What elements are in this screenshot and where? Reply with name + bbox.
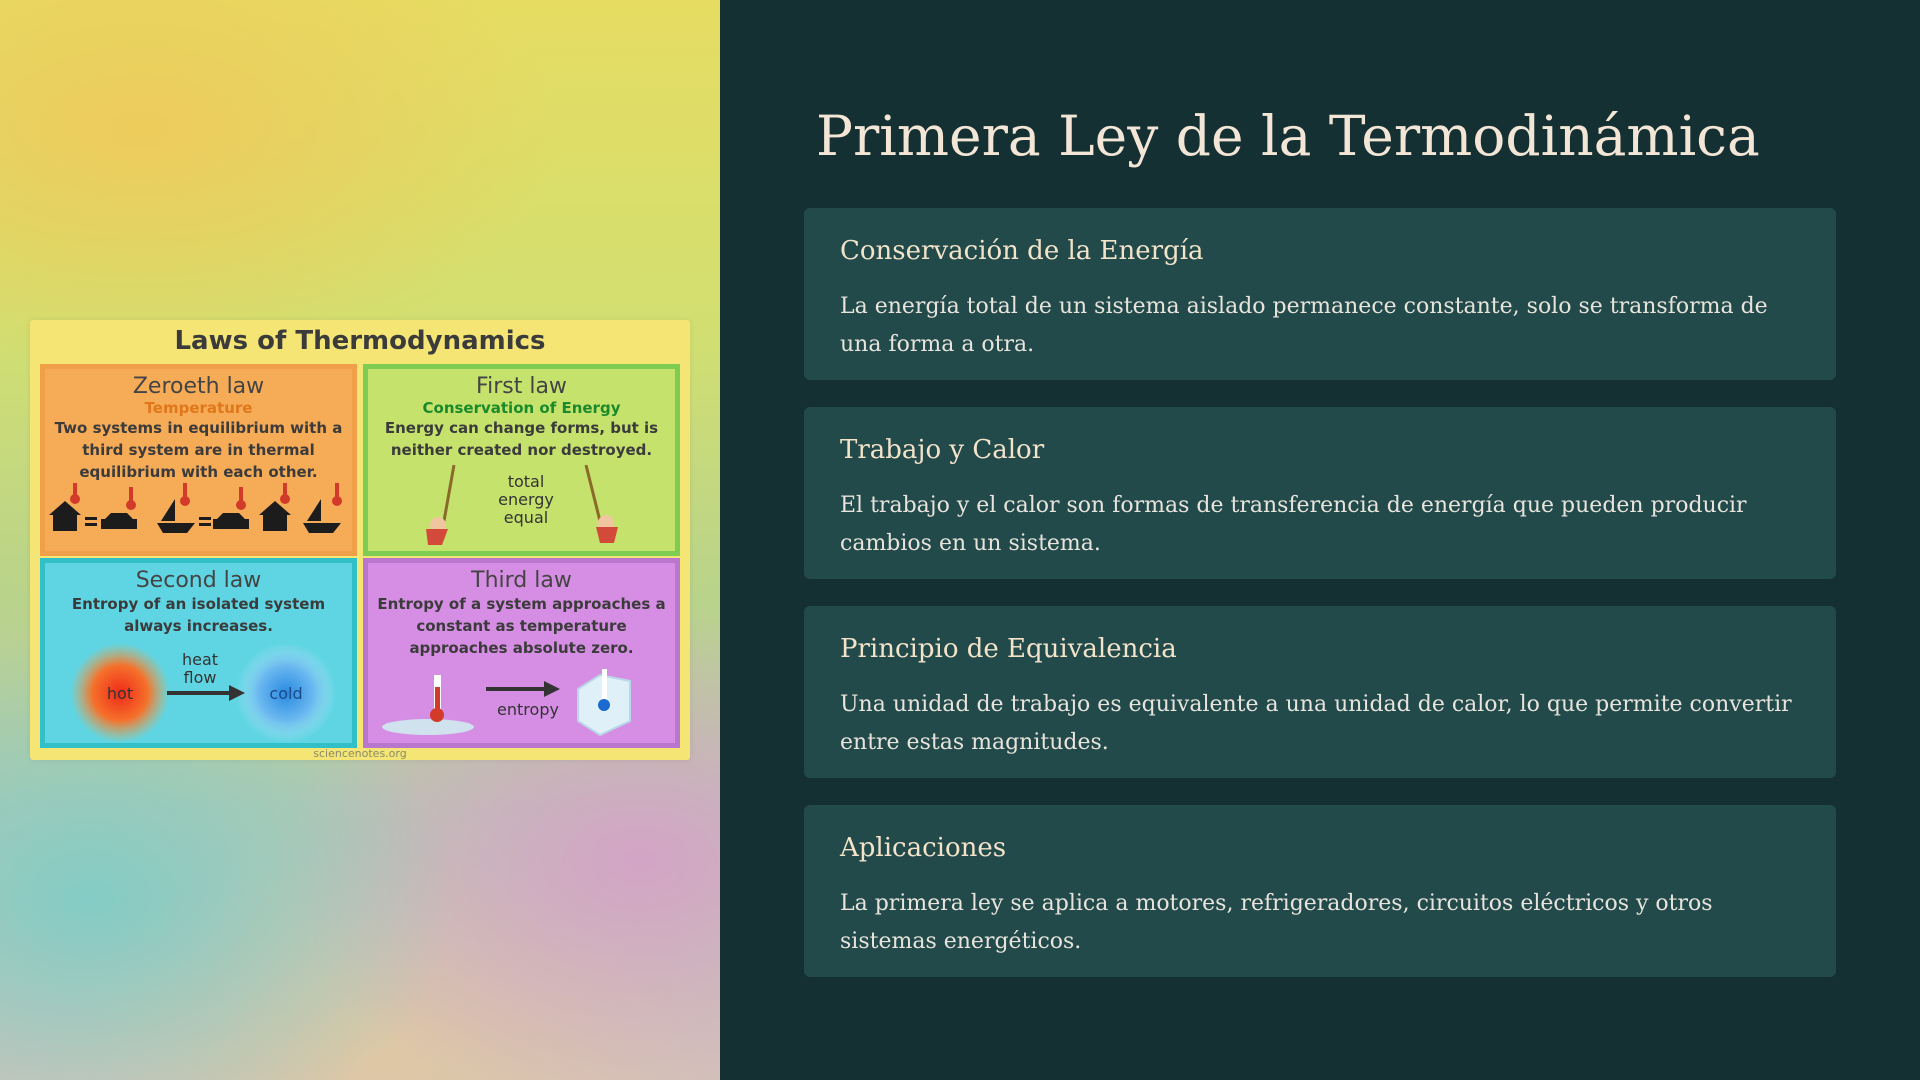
card-equivalence <box>804 606 1836 778</box>
first-law-name: First law <box>476 374 567 399</box>
card-title: Conservación de la Energía <box>840 236 1204 266</box>
first-law-panel <box>363 364 680 556</box>
first-law-description: Energy can change forms, but is neither created nor destroyed. <box>384 419 659 459</box>
cold-label: cold <box>269 684 303 703</box>
third-law-panel <box>363 558 680 748</box>
entropy-label: entropy <box>497 700 559 719</box>
zeroeth-law-name: Zeroeth law <box>132 374 265 399</box>
zeroeth-law-subtitle: Temperature <box>144 399 253 417</box>
source-credit: sciencenotes.org <box>313 747 407 760</box>
card-title: Aplicaciones <box>840 833 1007 863</box>
second-law-panel <box>40 558 357 748</box>
card-applications <box>804 805 1836 977</box>
image-panel <box>0 0 720 1080</box>
slide-title: Primera Ley de la Termodinámica <box>816 104 1760 168</box>
card-text: El trabajo y el calor son formas de transferencia de energía que pueden producir cambios en un sistema. <box>840 493 1747 556</box>
zeroeth-law-description: Two systems in equilibrium with a third system are in thermal equilibrium with each other. <box>54 419 343 481</box>
thermodynamics-infographic <box>30 320 690 760</box>
total-energy-label: total energy equal <box>498 472 554 527</box>
hot-label: hot <box>106 684 134 703</box>
card-work-heat <box>804 407 1836 579</box>
zeroeth-law-panel <box>40 364 357 556</box>
third-law-description: Entropy of a system approaches a constant as temperature approaches absolute zero. <box>377 595 666 657</box>
second-law-name: Second law <box>135 568 262 593</box>
heat-flow-label: heat flow <box>181 650 219 687</box>
third-law-name: Third law <box>471 568 572 593</box>
second-law-description: Entropy of an isolated system always increases. <box>71 595 326 635</box>
card-text: La energía total de un sistema aislado permanece constante, solo se transforma de una forma a otra. <box>840 294 1768 357</box>
infographic-title: Laws of Thermodynamics <box>174 326 546 356</box>
first-law-subtitle: Conservation of Energy <box>422 399 621 417</box>
equilibrium-icons <box>45 479 352 549</box>
card-conservation <box>804 208 1836 380</box>
card-title: Trabajo y Calor <box>840 435 1045 465</box>
card-text: Una unidad de trabajo es equivalente a una unidad de calor, lo que permite convertir entre estas magnitudes. <box>840 692 1792 755</box>
card-title: Principio de Equivalencia <box>840 634 1177 664</box>
card-text: La primera ley se aplica a motores, refrigeradores, circuitos eléctricos y otros sistemas energéticos. <box>840 891 1713 954</box>
